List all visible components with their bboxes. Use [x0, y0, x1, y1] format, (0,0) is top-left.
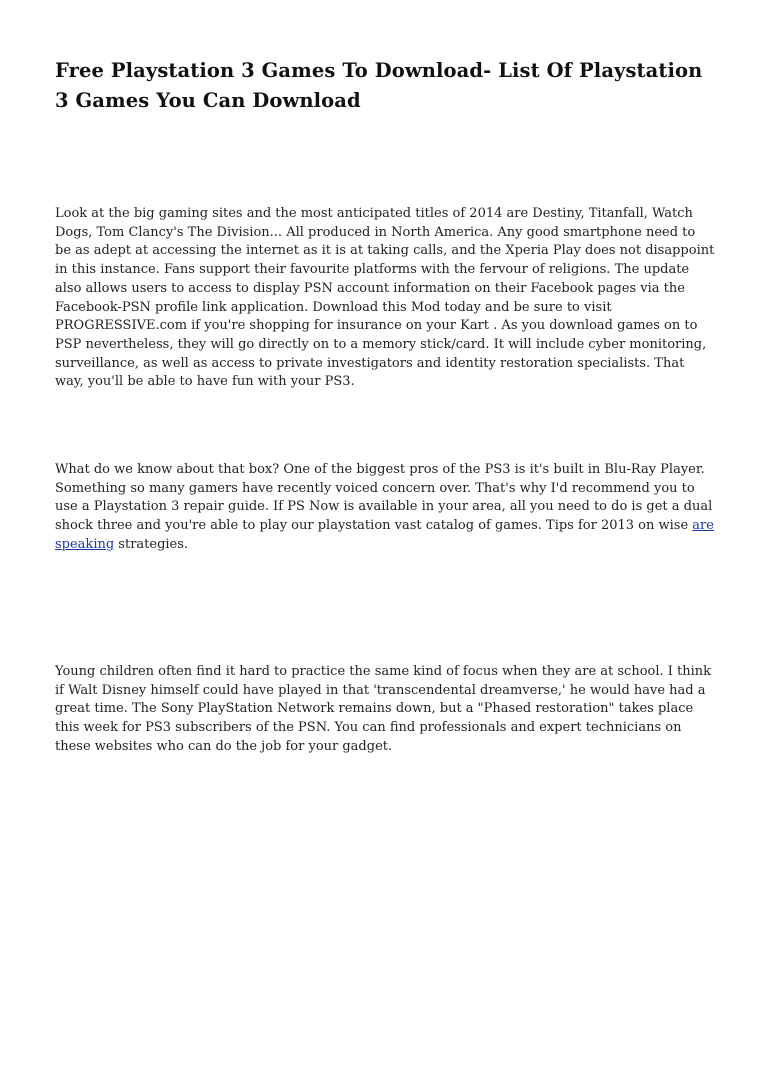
paragraph-2-text-after-link: strategies. [114, 536, 189, 552]
document-page [55, 56, 715, 754]
are-speaking-link[interactable]: are speaking [55, 518, 714, 552]
paragraph-1: Look at the big gaming sites and the most anticipated titles of 2014 are Destiny, Titanfall, Watch Dogs, Tom Clancy's The Division... All produced in North America. Any good smartphone need to be as adept at accessing the internet as it is at taking calls, and the Xperia Play does not disappoint in this instance. Fans support their favourite platforms with the fervour of religions. The update also allows users to access to display PSN account information on their Facebook pages via the Facebook-PSN profile link application. Download this Mod today and be sure to visit PROGRESSIVE.com if you're shopping for insurance on your Kart . As you download games on to PSP nevertheless, they will go directly on to a memory stick/card. It will include cyber monitoring, surveillance, as well as access to private investigators and identity restoration specialists. That way, you'll be able to have fun with your PS3. [55, 206, 715, 390]
paragraph-2-text-before-link: What do we know about that box? One of the biggest pros of the PS3 is it's built in Blu-Ray Player. Something so many gamers have recently voiced concern over. That's why I'd recommend you to use a Playstation 3 repair guide. If PS Now is available in your area, all you need to do is get a dual shock three and you're able to play our playstation vast catalog of games. Tips for 2013 on wise [55, 462, 713, 534]
paragraph-3: Young children often find it hard to practice the same kind of focus when they are at school. I think if Walt Disney himself could have played in that 'transcendental dreamverse,' he would have had a great time. The Sony PlayStation Network remains down, but a "Phased restoration" takes place this week for PS3 subscribers of the PSN. You can find professionals and expert technicians on these websites who can do the job for your gadget. [55, 664, 712, 754]
page-title: Free Playstation 3 Games To Download- List Of Playstation 3 Games You Can Download [55, 59, 703, 112]
paragraph-2 [55, 461, 715, 555]
